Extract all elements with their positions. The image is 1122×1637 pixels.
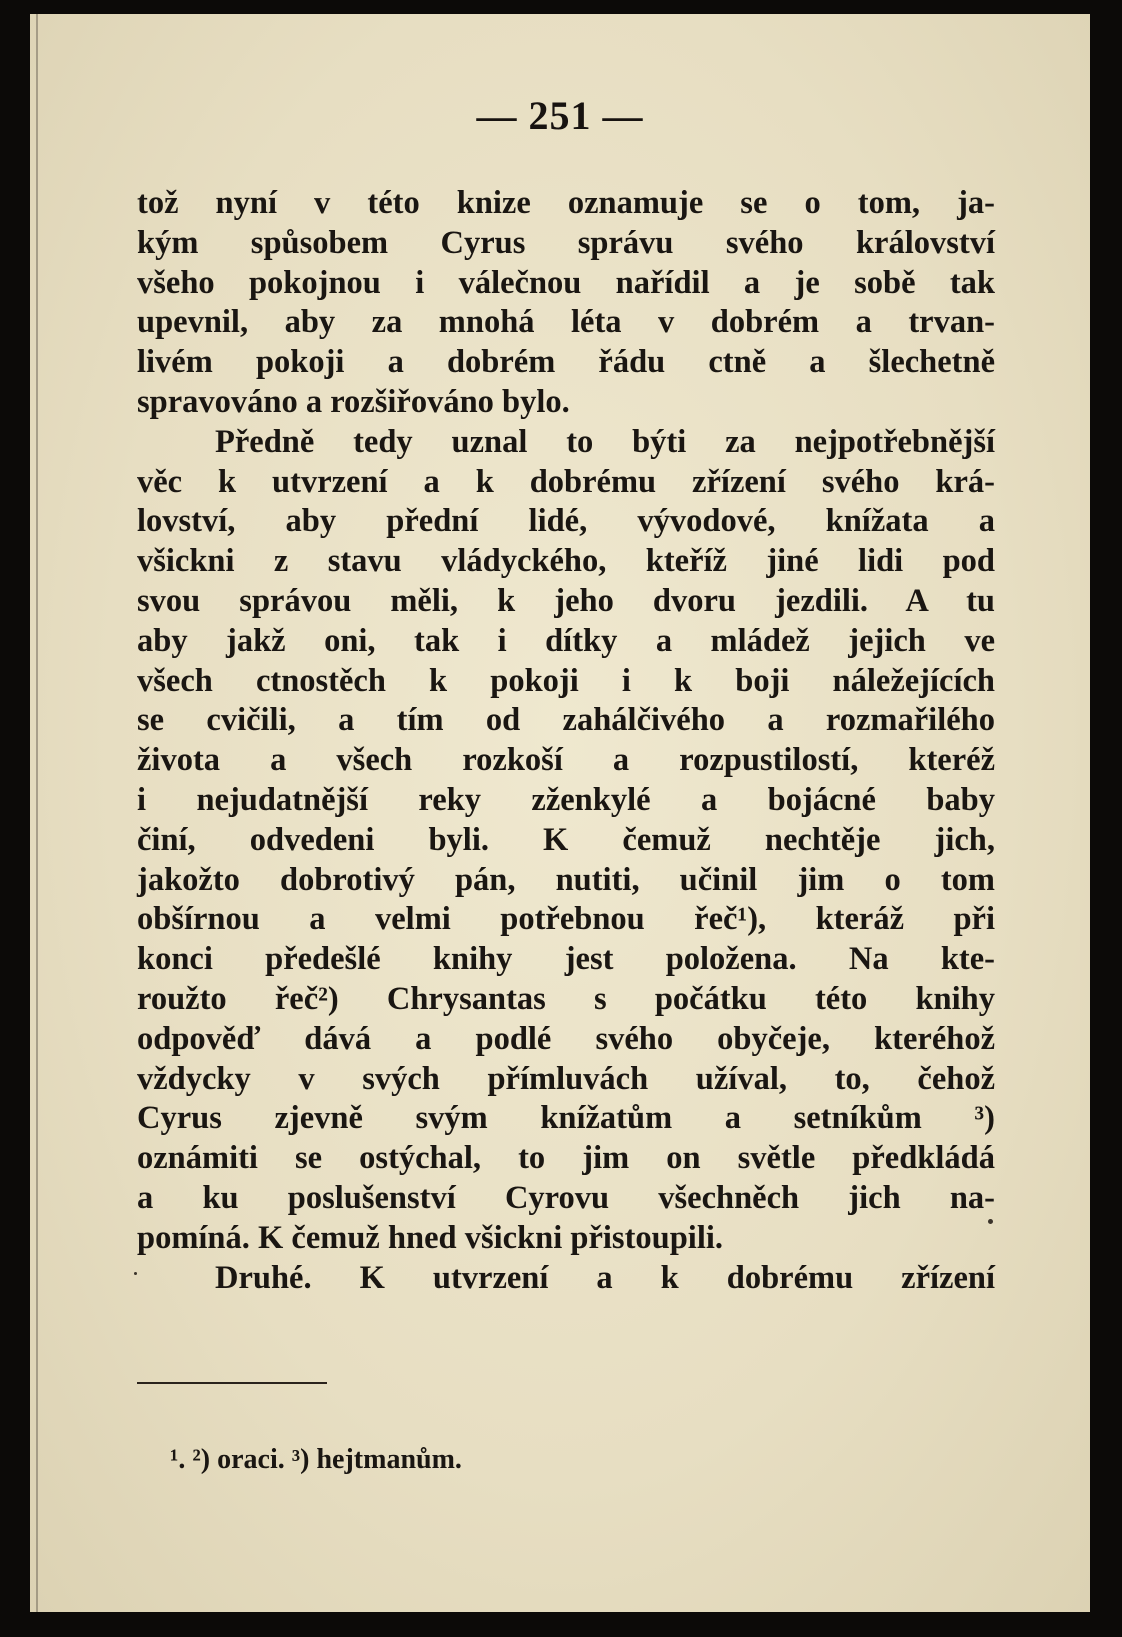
text-line: kým spůsobem Cyrus správu svého království — [137, 224, 995, 261]
text-line: tož nyní v této knize oznamuje se o tom, ja- — [137, 185, 995, 221]
text-line: života a všech rozkoší a rozpustilostí, kteréž — [137, 742, 995, 779]
text-line: Cyrus zjevně svým knížatům a setníkům ³) — [137, 1100, 995, 1137]
text-line: Druhé. K utvrzení a k dobrému zřízení — [215, 1259, 995, 1296]
text-line: Předně tedy uznal to býti za nejpotřebnější — [215, 423, 995, 460]
text-line: livém pokoji a dobrém řádu ctně a šlechetně — [137, 344, 995, 381]
text-line: svou správou měli, k jeho dvoru jezdili. A tu — [137, 582, 995, 619]
text-line: aby jakž oni, tak i dítky a mládež jejich ve — [137, 622, 995, 659]
ink-speck — [134, 1272, 137, 1275]
text-line: konci předešlé knihy jest položena. Na kte- — [137, 941, 995, 978]
text-line: i nejudatnější reky zženkylé a bojácné baby — [137, 781, 995, 818]
text-line: upevnil, aby za mnohá léta v dobrém a trvan- — [137, 304, 995, 341]
text-line: pomíná. K čemuž hned všickni přistoupili. — [137, 1219, 723, 1256]
text-line: obšírnou a velmi potřebnou řeč¹), kteráž při — [137, 901, 995, 938]
book-page — [30, 14, 1090, 1612]
text-line: vždycky v svých přímluvách užíval, to, čehož — [137, 1060, 995, 1097]
ink-speck — [988, 1219, 993, 1224]
text-line: všech ctnostěch k pokoji i k boji náležejících — [137, 662, 995, 699]
binding-edge — [36, 14, 38, 1612]
text-line: spravováno a rozšiřováno bylo. — [137, 383, 570, 420]
text-line: lovství, aby přední lidé, vývodové, knížata a — [137, 503, 995, 540]
text-line: všeho pokojnou i válečnou nařídil a je sobě tak — [137, 264, 995, 301]
text-line: oznámiti se ostýchal, to jim on světle předkládá — [137, 1140, 995, 1177]
text-line: činí, odvedeni byli. K čemuž nechtěje jich, — [137, 821, 995, 858]
text-line: věc k utvrzení a k dobrému zřízení svého krá- — [137, 463, 995, 500]
body-text — [137, 184, 995, 1298]
footnote: ¹. ²) oraci. ³) hejtmanům. — [170, 1444, 462, 1475]
text-line: roužto řeč²) Chrysantas s počátku této knihy — [137, 980, 995, 1017]
footnote-rule — [137, 1382, 327, 1384]
text-line: a ku poslušenství Cyrovu všechněch jich na- — [137, 1179, 995, 1216]
text-line: všickni z stavu vládyckého, kteříž jiné lidi pod — [137, 543, 995, 580]
text-line: jakožto dobrotivý pán, nutiti, učinil jim o tom — [137, 861, 995, 898]
text-line: odpověď dává a podlé svého obyčeje, kteréhož — [137, 1020, 995, 1057]
text-line: se cvičili, a tím od zahálčivého a rozmařilého — [137, 702, 995, 739]
page-number: — 251 — — [476, 93, 644, 138]
